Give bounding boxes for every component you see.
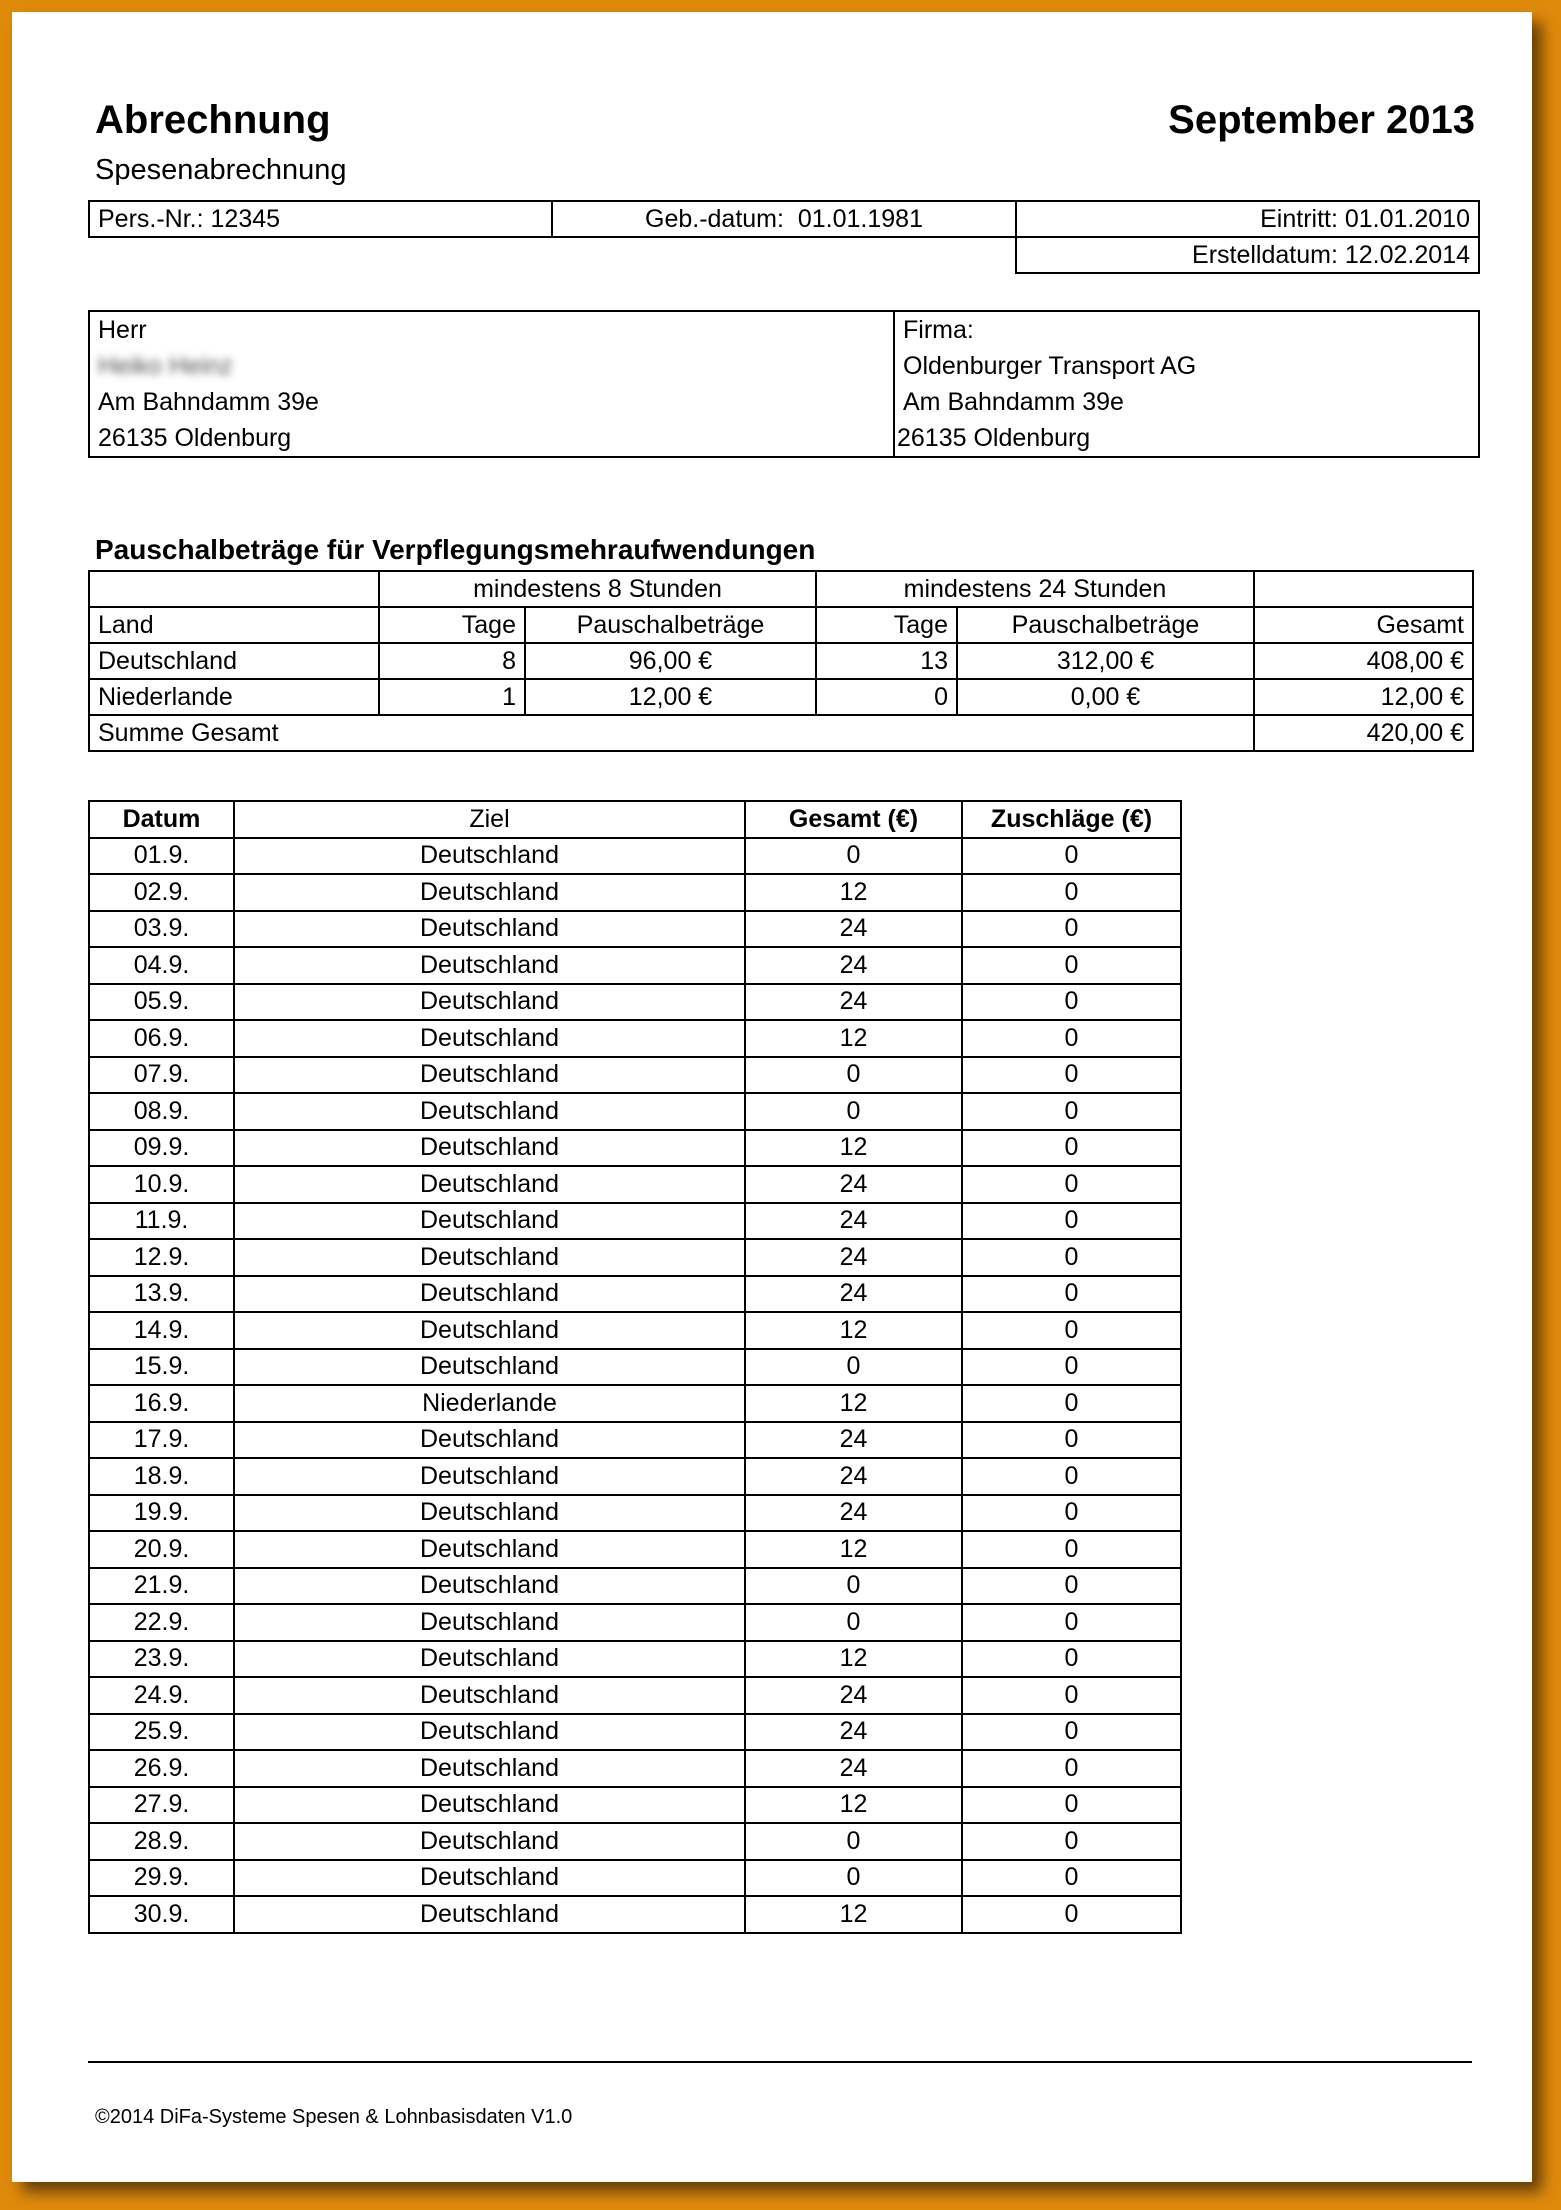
table-row bbox=[89, 1641, 1181, 1678]
gesamt-cell: 24 bbox=[745, 1203, 962, 1240]
zuschlag-cell: 0 bbox=[962, 1422, 1181, 1459]
table-row bbox=[89, 1714, 1181, 1751]
employee-salutation: Herr bbox=[98, 316, 147, 344]
datum-cell: 07.9. bbox=[89, 1057, 234, 1094]
company-name: Oldenburger Transport AG bbox=[903, 352, 1197, 380]
ziel-cell: Deutschland bbox=[234, 1349, 745, 1386]
zuschlag-cell: 0 bbox=[962, 1057, 1181, 1094]
ziel-cell: Deutschland bbox=[234, 1714, 745, 1751]
gesamt-cell: 24 bbox=[745, 1750, 962, 1787]
datum-cell: 13.9. bbox=[89, 1276, 234, 1313]
gesamt-cell: 24 bbox=[745, 947, 962, 984]
zuschlag-cell: 0 bbox=[962, 984, 1181, 1021]
gesamt-cell: 24 bbox=[745, 1677, 962, 1714]
datum-cell: 30.9. bbox=[89, 1896, 234, 1933]
gesamt-cell: 12 bbox=[745, 1641, 962, 1678]
table-row bbox=[89, 679, 1473, 715]
gesamt-cell: 12 bbox=[745, 1896, 962, 1933]
datum-cell: 09.9. bbox=[89, 1130, 234, 1167]
ziel-cell: Niederlande bbox=[234, 1385, 745, 1422]
table-row bbox=[89, 1823, 1181, 1860]
footer-divider bbox=[88, 2061, 1472, 2063]
col-datum: Datum bbox=[89, 801, 234, 838]
ziel-cell: Deutschland bbox=[234, 1677, 745, 1714]
zuschlag-cell: 0 bbox=[962, 1860, 1181, 1897]
empty-cell bbox=[552, 237, 1016, 273]
erstelldatum-cell: Erstelldatum: 12.02.2014 bbox=[1016, 237, 1479, 273]
ziel-cell: Deutschland bbox=[234, 874, 745, 911]
datum-cell: 22.9. bbox=[89, 1604, 234, 1641]
zuschlag-cell: 0 bbox=[962, 874, 1181, 911]
table-row bbox=[89, 838, 1181, 875]
datum-cell: 28.9. bbox=[89, 1823, 234, 1860]
sum-label: Summe Gesamt bbox=[89, 715, 1254, 751]
datum-cell: 15.9. bbox=[89, 1349, 234, 1386]
ziel-cell: Deutschland bbox=[234, 1458, 745, 1495]
gesamt-cell: 24 bbox=[745, 1714, 962, 1751]
ziel-cell: Deutschland bbox=[234, 1823, 745, 1860]
gesamt-cell: 12 bbox=[745, 1787, 962, 1824]
daily-body bbox=[89, 838, 1181, 1933]
zuschlag-cell: 0 bbox=[962, 838, 1181, 875]
pers-nr-value: 12345 bbox=[210, 204, 281, 233]
zuschlag-cell: 0 bbox=[962, 1239, 1181, 1276]
group-8-header: mindestens 8 Stunden bbox=[379, 571, 816, 607]
ziel-cell: Deutschland bbox=[234, 1860, 745, 1897]
gesamt-cell: 12,00 € bbox=[1254, 679, 1473, 715]
col-betrag-8: Pauschalbeträge bbox=[525, 607, 816, 643]
datum-cell: 29.9. bbox=[89, 1860, 234, 1897]
datum-cell: 17.9. bbox=[89, 1422, 234, 1459]
table-row bbox=[89, 1385, 1181, 1422]
datum-cell: 25.9. bbox=[89, 1714, 234, 1751]
gesamt-cell: 12 bbox=[745, 1531, 962, 1568]
group-24-header: mindestens 24 Stunden bbox=[816, 571, 1254, 607]
zuschlag-cell: 0 bbox=[962, 1130, 1181, 1167]
employee-city: 26135 Oldenburg bbox=[98, 424, 292, 452]
erstelldatum-value: 12.02.2014 bbox=[1344, 240, 1470, 269]
datum-cell: 03.9. bbox=[89, 911, 234, 948]
ziel-cell: Deutschland bbox=[234, 838, 745, 875]
document-content bbox=[14, 14, 1547, 2196]
gesamt-cell: 24 bbox=[745, 1276, 962, 1313]
table-row bbox=[89, 1130, 1181, 1167]
pauschal-header-row bbox=[89, 607, 1473, 643]
document-subtitle: Spesenabrechnung bbox=[95, 154, 347, 186]
gesamt-cell: 24 bbox=[745, 1239, 962, 1276]
employee-street: Am Bahndamm 39e bbox=[98, 388, 319, 416]
tage-cell: 1 bbox=[379, 679, 525, 715]
tage-cell: 0 bbox=[816, 679, 957, 715]
company-label: Firma: bbox=[903, 316, 974, 344]
ziel-cell: Deutschland bbox=[234, 1276, 745, 1313]
ziel-cell: Deutschland bbox=[234, 1312, 745, 1349]
empty-cell bbox=[89, 237, 552, 273]
ziel-cell: Deutschland bbox=[234, 1787, 745, 1824]
document-title: Abrechnung bbox=[95, 98, 331, 142]
table-row bbox=[89, 1787, 1181, 1824]
land-cell: Niederlande bbox=[89, 679, 379, 715]
datum-cell: 08.9. bbox=[89, 1093, 234, 1130]
daily-header-row bbox=[89, 801, 1181, 838]
ziel-cell: Deutschland bbox=[234, 1750, 745, 1787]
datum-cell: 10.9. bbox=[89, 1166, 234, 1203]
employee-name: Heiko Heinz bbox=[98, 352, 233, 380]
gesamt-cell: 0 bbox=[745, 1604, 962, 1641]
datum-cell: 27.9. bbox=[89, 1787, 234, 1824]
col-ziel: Ziel bbox=[234, 801, 745, 838]
tage-cell: 8 bbox=[379, 643, 525, 679]
zuschlag-cell: 0 bbox=[962, 1677, 1181, 1714]
table-row bbox=[89, 1422, 1181, 1459]
zuschlag-cell: 0 bbox=[962, 1823, 1181, 1860]
ziel-cell: Deutschland bbox=[234, 1568, 745, 1605]
table-row bbox=[89, 1458, 1181, 1495]
eintritt-value: 01.01.2010 bbox=[1344, 204, 1470, 233]
table-row bbox=[89, 1604, 1181, 1641]
datum-cell: 24.9. bbox=[89, 1677, 234, 1714]
datum-cell: 02.9. bbox=[89, 874, 234, 911]
table-row bbox=[89, 1312, 1181, 1349]
gesamt-cell: 12 bbox=[745, 1385, 962, 1422]
datum-cell: 01.9. bbox=[89, 838, 234, 875]
zuschlag-cell: 0 bbox=[962, 1203, 1181, 1240]
company-address bbox=[895, 312, 1478, 456]
geb-datum-value: 01.01.1981 bbox=[797, 204, 923, 233]
zuschlag-cell: 0 bbox=[962, 911, 1181, 948]
gesamt-cell: 0 bbox=[745, 1860, 962, 1897]
col-tage-8: Tage bbox=[379, 607, 525, 643]
table-row bbox=[89, 1166, 1181, 1203]
table-row bbox=[89, 1093, 1181, 1130]
ziel-cell: Deutschland bbox=[234, 1093, 745, 1130]
gesamt-cell: 12 bbox=[745, 874, 962, 911]
zuschlag-cell: 0 bbox=[962, 1604, 1181, 1641]
col-zuschlaege: Zuschläge (€) bbox=[962, 801, 1181, 838]
pauschal-title: Pauschalbeträge für Verpflegungsmehraufwendungen bbox=[95, 534, 816, 565]
zuschlag-cell: 0 bbox=[962, 1714, 1181, 1751]
datum-cell: 04.9. bbox=[89, 947, 234, 984]
col-gesamt: Gesamt bbox=[1254, 607, 1473, 643]
table-row bbox=[89, 1531, 1181, 1568]
gesamt-cell: 24 bbox=[745, 1166, 962, 1203]
empty-cell bbox=[89, 571, 379, 607]
employee-address bbox=[90, 312, 895, 456]
info-table bbox=[88, 200, 1480, 274]
zuschlag-cell: 0 bbox=[962, 1166, 1181, 1203]
table-row bbox=[89, 984, 1181, 1021]
gesamt-cell: 0 bbox=[745, 1057, 962, 1094]
zuschlag-cell: 0 bbox=[962, 1020, 1181, 1057]
table-row bbox=[89, 911, 1181, 948]
datum-cell: 16.9. bbox=[89, 1385, 234, 1422]
pers-nr-cell: Pers.-Nr.: 12345 bbox=[89, 201, 552, 237]
ziel-cell: Deutschland bbox=[234, 947, 745, 984]
ziel-cell: Deutschland bbox=[234, 1239, 745, 1276]
table-row bbox=[89, 1677, 1181, 1714]
datum-cell: 14.9. bbox=[89, 1312, 234, 1349]
col-gesamt-eur: Gesamt (€) bbox=[745, 801, 962, 838]
gesamt-cell: 0 bbox=[745, 1093, 962, 1130]
table-row bbox=[89, 1896, 1181, 1933]
datum-cell: 21.9. bbox=[89, 1568, 234, 1605]
zuschlag-cell: 0 bbox=[962, 1568, 1181, 1605]
table-row bbox=[89, 1568, 1181, 1605]
ziel-cell: Deutschland bbox=[234, 1130, 745, 1167]
gesamt-cell: 24 bbox=[745, 911, 962, 948]
land-cell: Deutschland bbox=[89, 643, 379, 679]
gesamt-cell: 24 bbox=[745, 984, 962, 1021]
gesamt-cell: 12 bbox=[745, 1020, 962, 1057]
betrag-cell: 0,00 € bbox=[957, 679, 1254, 715]
betrag-cell: 96,00 € bbox=[525, 643, 816, 679]
zuschlag-cell: 0 bbox=[962, 1093, 1181, 1130]
table-row bbox=[89, 643, 1473, 679]
sum-value: 420,00 € bbox=[1254, 715, 1473, 751]
datum-cell: 11.9. bbox=[89, 1203, 234, 1240]
gesamt-cell: 24 bbox=[745, 1422, 962, 1459]
table-row bbox=[89, 1057, 1181, 1094]
zuschlag-cell: 0 bbox=[962, 1896, 1181, 1933]
table-row bbox=[89, 1860, 1181, 1897]
zuschlag-cell: 0 bbox=[962, 1495, 1181, 1532]
gesamt-cell: 0 bbox=[745, 838, 962, 875]
ziel-cell: Deutschland bbox=[234, 1604, 745, 1641]
ziel-cell: Deutschland bbox=[234, 1531, 745, 1568]
datum-cell: 26.9. bbox=[89, 1750, 234, 1787]
betrag-cell: 12,00 € bbox=[525, 679, 816, 715]
zuschlag-cell: 0 bbox=[962, 1531, 1181, 1568]
table-row bbox=[89, 1750, 1181, 1787]
datum-cell: 20.9. bbox=[89, 1531, 234, 1568]
ziel-cell: Deutschland bbox=[234, 1166, 745, 1203]
col-betrag-24: Pauschalbeträge bbox=[957, 607, 1254, 643]
datum-cell: 18.9. bbox=[89, 1458, 234, 1495]
ziel-cell: Deutschland bbox=[234, 1896, 745, 1933]
zuschlag-cell: 0 bbox=[962, 1641, 1181, 1678]
datum-cell: 19.9. bbox=[89, 1495, 234, 1532]
company-street: Am Bahndamm 39e bbox=[903, 388, 1124, 416]
pauschal-table bbox=[88, 570, 1474, 752]
ziel-cell: Deutschland bbox=[234, 1203, 745, 1240]
datum-cell: 12.9. bbox=[89, 1239, 234, 1276]
ziel-cell: Deutschland bbox=[234, 984, 745, 1021]
ziel-cell: Deutschland bbox=[234, 1422, 745, 1459]
gesamt-cell: 24 bbox=[745, 1458, 962, 1495]
gesamt-cell: 12 bbox=[745, 1130, 962, 1167]
gesamt-cell: 24 bbox=[745, 1495, 962, 1532]
table-row bbox=[89, 1020, 1181, 1057]
footer-text: ©2014 DiFa-Systeme Spesen & Lohnbasisdaten V1.0 bbox=[95, 2106, 573, 2128]
table-row bbox=[89, 1239, 1181, 1276]
ziel-cell: Deutschland bbox=[234, 1057, 745, 1094]
geb-datum-cell: Geb.-datum: 01.01.1981 bbox=[552, 201, 1016, 237]
company-city: 26135 Oldenburg bbox=[897, 424, 1091, 452]
col-tage-24: Tage bbox=[816, 607, 957, 643]
address-box bbox=[88, 310, 1480, 458]
tage-cell: 13 bbox=[816, 643, 957, 679]
betrag-cell: 312,00 € bbox=[957, 643, 1254, 679]
gesamt-cell: 408,00 € bbox=[1254, 643, 1473, 679]
table-row bbox=[89, 1203, 1181, 1240]
zuschlag-cell: 0 bbox=[962, 1385, 1181, 1422]
datum-cell: 05.9. bbox=[89, 984, 234, 1021]
pauschal-group-row bbox=[89, 571, 1473, 607]
daily-table bbox=[88, 800, 1182, 1934]
table-row bbox=[89, 874, 1181, 911]
zuschlag-cell: 0 bbox=[962, 1349, 1181, 1386]
zuschlag-cell: 0 bbox=[962, 947, 1181, 984]
gesamt-cell: 0 bbox=[745, 1349, 962, 1386]
eintritt-cell: Eintritt: 01.01.2010 bbox=[1016, 201, 1479, 237]
gesamt-cell: 0 bbox=[745, 1823, 962, 1860]
document-period: September 2013 bbox=[1168, 98, 1475, 142]
datum-cell: 06.9. bbox=[89, 1020, 234, 1057]
zuschlag-cell: 0 bbox=[962, 1787, 1181, 1824]
col-land: Land bbox=[89, 607, 379, 643]
zuschlag-cell: 0 bbox=[962, 1276, 1181, 1313]
sum-row bbox=[89, 715, 1473, 751]
datum-cell: 23.9. bbox=[89, 1641, 234, 1678]
zuschlag-cell: 0 bbox=[962, 1750, 1181, 1787]
zuschlag-cell: 0 bbox=[962, 1312, 1181, 1349]
ziel-cell: Deutschland bbox=[234, 1020, 745, 1057]
table-row bbox=[89, 947, 1181, 984]
ziel-cell: Deutschland bbox=[234, 1495, 745, 1532]
ziel-cell: Deutschland bbox=[234, 911, 745, 948]
gesamt-cell: 12 bbox=[745, 1312, 962, 1349]
empty-cell bbox=[1254, 571, 1473, 607]
table-row bbox=[89, 1349, 1181, 1386]
table-row bbox=[89, 1276, 1181, 1313]
table-row bbox=[89, 1495, 1181, 1532]
gesamt-cell: 0 bbox=[745, 1568, 962, 1605]
zuschlag-cell: 0 bbox=[962, 1458, 1181, 1495]
ziel-cell: Deutschland bbox=[234, 1641, 745, 1678]
